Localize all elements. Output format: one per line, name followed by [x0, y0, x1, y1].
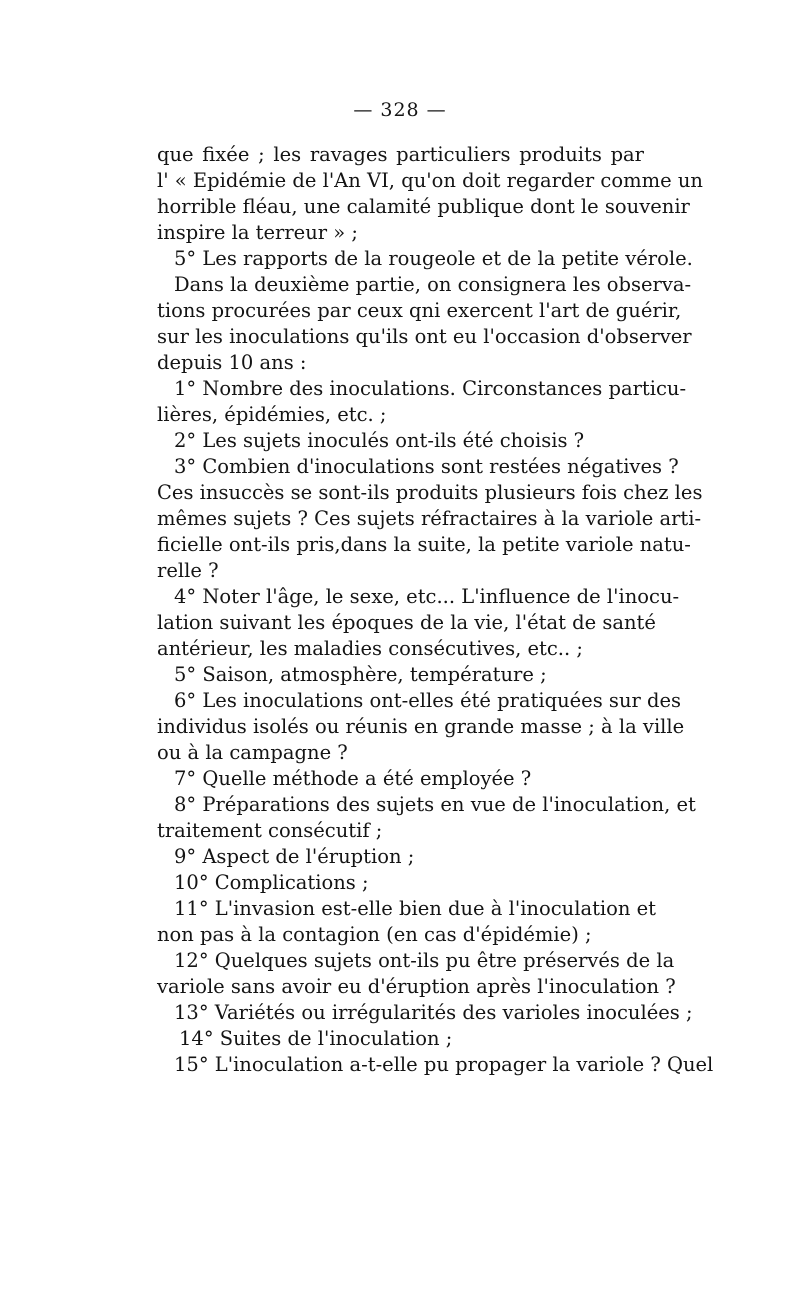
- text-line: 6° Les inoculations ont-elles été pratiquées sur des: [174, 689, 682, 712]
- text-line: traitement consécutif ;: [157, 819, 383, 842]
- text-line: 1° Nombre des inoculations. Circonstances particu-: [174, 377, 687, 400]
- text-line: 12° Quelques sujets ont-ils pu être préservés de la: [174, 949, 675, 972]
- text-line: 7° Quelle méthode a été employée ?: [174, 767, 532, 790]
- text-line: lation suivant les époques de la vie, l'état de santé: [157, 611, 656, 634]
- text-line: lières, épidémies, etc. ;: [157, 403, 387, 426]
- text-line: Dans la deuxième partie, on consignera les observa-: [174, 273, 692, 296]
- text-line: 14° Suites de l'inoculation ;: [179, 1027, 453, 1050]
- text-line: ficielle ont-ils pris,dans la suite, la petite variole natu-: [157, 533, 691, 556]
- text-line: 5° Les rapports de la rougeole et de la petite vérole.: [174, 247, 693, 270]
- text-line: 8° Préparations des sujets en vue de l'inoculation, et: [174, 793, 696, 816]
- text-line: variole sans avoir eu d'éruption après l'inoculation ?: [157, 975, 676, 998]
- text-line: mêmes sujets ? Ces sujets réfractaires à la variole arti-: [157, 507, 702, 530]
- text-line: individus isolés ou réunis en grande masse ; à la ville: [157, 715, 685, 738]
- page-number: — 328 —: [353, 99, 447, 121]
- text-line: 15° L'inoculation a-t-elle pu propager la variole ? Quel: [174, 1053, 714, 1076]
- text-line: depuis 10 ans :: [157, 351, 307, 374]
- body-text: [157, 142, 714, 1078]
- text-line: tions procurées par ceux qni exercent l'art de guérir,: [157, 299, 682, 322]
- text-line: relle ?: [157, 559, 219, 582]
- text-line: 9° Aspect de l'éruption ;: [174, 845, 415, 868]
- text-line: horrible fléau, une calamité publique dont le souvenir: [157, 195, 690, 218]
- text-line: 2° Les sujets inoculés ont-ils été choisis ?: [174, 429, 585, 452]
- text-line: que fixée ; les ravages particuliers produits par: [157, 143, 644, 166]
- text-line: 11° L'invasion est-elle bien due à l'inoculation et: [174, 897, 657, 920]
- text-line: 13° Variétés ou irrégularités des varioles inoculées ;: [174, 1001, 693, 1024]
- text-line: inspire la terreur » ;: [157, 221, 358, 244]
- text-line: 10° Complications ;: [174, 871, 369, 894]
- text-line: sur les inoculations qu'ils ont eu l'occasion d'observer: [157, 325, 692, 348]
- text-line: non pas à la contagion (en cas d'épidémie) ;: [157, 923, 592, 946]
- text-line: antérieur, les maladies consécutives, etc.. ;: [157, 637, 583, 660]
- text-line: 3° Combien d'inoculations sont restées négatives ?: [174, 455, 679, 478]
- text-line: Ces insuccès se sont-ils produits plusieurs fois chez les: [157, 481, 703, 504]
- text-line: l' « Epidémie de l'An VI, qu'on doit regarder comme un: [157, 169, 703, 192]
- text-line: ou à la campagne ?: [157, 741, 348, 764]
- text-line: 4° Noter l'âge, le sexe, etc... L'influence de l'inocu-: [174, 585, 680, 608]
- text-line: 5° Saison, atmosphère, température ;: [174, 663, 547, 686]
